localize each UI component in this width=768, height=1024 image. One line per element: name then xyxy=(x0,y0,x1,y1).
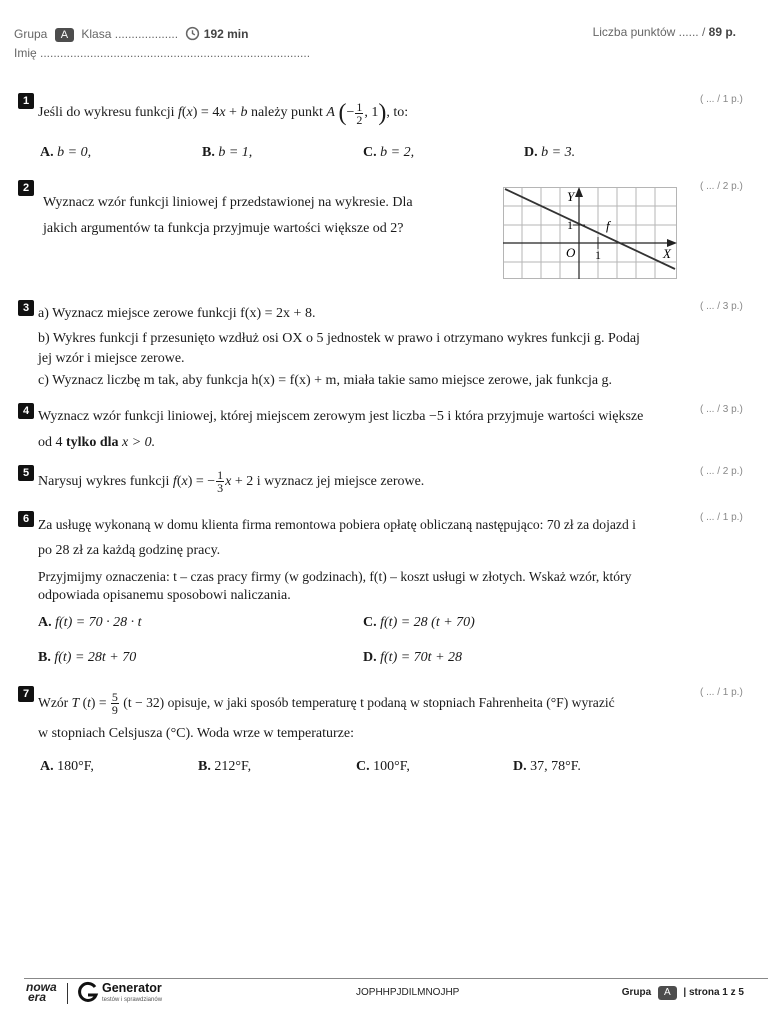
group-badge: A xyxy=(55,28,74,42)
points-label: Liczba punktów ...... / xyxy=(592,25,706,39)
question-2-line1: Wyznacz wzór funkcji liniowej f przedstawionej na wykresie. Dla xyxy=(43,195,413,210)
question-number-6: 6 xyxy=(18,511,34,527)
question-2-graph xyxy=(503,187,677,279)
question-points-4: ( ... / 3 p.) xyxy=(700,404,743,415)
answer-6b[interactable]: B. f(t) = 28t + 70 xyxy=(38,650,137,665)
graph-origin-label: O xyxy=(566,245,576,260)
answer-7b[interactable]: B. 212°F, xyxy=(198,759,252,774)
answer-6d[interactable]: D. f(t) = 70t + 28 xyxy=(363,650,463,665)
generator-logo-icon xyxy=(77,981,99,1008)
question-6-line2: po 28 zł za każdą godzinę pracy. xyxy=(38,543,221,558)
clock-icon xyxy=(185,26,200,44)
logo-divider xyxy=(67,983,68,1004)
answer-7c[interactable]: C. 100°F, xyxy=(356,759,410,774)
points-total: 89 p. xyxy=(708,25,736,39)
question-number-4: 4 xyxy=(18,403,34,419)
question-3-line4: c) Wyznacz liczbę m tak, aby funkcja h(x) = f(x) + m, miała takie samo miejsce zerowe, jak funkcja g. xyxy=(38,373,613,388)
question-points-3: ( ... / 3 p.) xyxy=(700,301,743,312)
answer-1d[interactable]: D. b = 3. xyxy=(524,145,576,160)
answer-7d[interactable]: D. 37, 78°F. xyxy=(513,759,581,774)
question-points-5: ( ... / 2 p.) xyxy=(700,466,743,477)
question-1-text: Jeśli do wykresu funkcji f(x) = 4x + b należy punkt A (− $\frac{1}{2}$ , 1), to: xyxy=(38,99,409,127)
question-6-line1: Za usługę wykonaną w domu klienta firma remontowa pobiera opłatę obliczaną następująco: 70 zł za dojazd i xyxy=(38,517,636,532)
question-points-6: ( ... / 1 p.) xyxy=(700,512,743,523)
group-label: Grupa xyxy=(14,27,48,42)
question-5-text: Narysuj wykres funkcji f(x) = − $\frac{1}{3}$ x + 2 i wyznacz jej miejsce zerowe. xyxy=(38,468,425,496)
footer-page-info: Grupa A | strona 1 z 5 xyxy=(621,987,744,998)
question-points-2: ( ... / 2 p.) xyxy=(700,181,743,192)
question-number-1: 1 xyxy=(18,93,34,109)
header-left xyxy=(14,26,248,44)
function-line xyxy=(505,189,675,269)
name-field: Imię ................................................................................. xyxy=(14,46,311,60)
graph-y-tick-1: 1 xyxy=(567,218,573,232)
nowa-era-logo: nowa era xyxy=(26,980,57,1004)
answer-1b[interactable]: B. b = 1, xyxy=(202,145,253,160)
question-points-7: ( ... / 1 p.) xyxy=(700,687,743,698)
answer-6c[interactable]: C. f(t) = 28 (t + 70) xyxy=(363,615,475,630)
question-number-5: 5 xyxy=(18,465,34,481)
answer-1a[interactable]: A. b = 0, xyxy=(40,145,92,160)
question-6-line4: odpowiada opisanemu sposobowi naliczania. xyxy=(38,588,291,603)
question-3-line3: jej wzór i miejsce zerowe. xyxy=(38,351,185,366)
graph-x-label: X xyxy=(663,246,671,261)
question-4-line2: od 4 tylko dla x > 0. xyxy=(38,435,156,450)
question-number-7: 7 xyxy=(18,686,34,702)
question-7-line1: Wzór T (t) = $\frac{5}{9}$ (t − 32) opisuje, w jaki sposób temperaturę t podaną w stopniach Fahrenheita (°F) wyrazić xyxy=(38,690,615,718)
graph-f-label: f xyxy=(606,218,610,233)
generator-logo-text: Generator testów i sprawdzianów xyxy=(102,981,163,1003)
time-label: 192 min xyxy=(203,27,249,42)
question-3-line2: b) Wykres funkcji f przesunięto wzdłuż osi OX o 5 jednostek w prawo i otrzymano wykres funkcji g. Podaj xyxy=(38,331,640,346)
question-2-line2: jakich argumentów ta funkcja przyjmuje wartości większe od 2? xyxy=(43,221,404,236)
question-number-2: 2 xyxy=(18,180,34,196)
class-label: Klasa ................... xyxy=(81,27,179,42)
graph-y-label: Y xyxy=(567,189,575,204)
question-4-line1: Wyznacz wzór funkcji liniowej, której miejscem zerowym jest liczba −5 i która przyjmuje wartości większe xyxy=(38,409,644,424)
question-3-line1: a) Wyznacz miejsce zerowe funkcji f(x) = 2x + 8. xyxy=(38,306,316,321)
answer-1c[interactable]: C. b = 2, xyxy=(363,145,415,160)
graph-x-tick-1: 1 xyxy=(595,248,601,262)
question-6-line3: Przyjmijmy oznaczenia: t – czas pracy firmy (w godzinach), f(t) – koszt usługi w złotych. Wskaż wzór, który xyxy=(38,569,632,584)
answer-6a[interactable]: A. f(t) = 70 · 28 · t xyxy=(38,615,142,630)
document-code: JOPHHPJDILMNOJHP xyxy=(356,987,460,998)
question-points-1: ( ... / 1 p.) xyxy=(700,94,743,105)
question-number-3: 3 xyxy=(18,300,34,316)
points-summary xyxy=(593,25,736,39)
question-7-line2: w stopniach Celsjusza (°C). Woda wrze w temperaturze: xyxy=(38,726,354,741)
footer-divider xyxy=(24,978,768,979)
answer-7a[interactable]: A. 180°F, xyxy=(40,759,94,774)
